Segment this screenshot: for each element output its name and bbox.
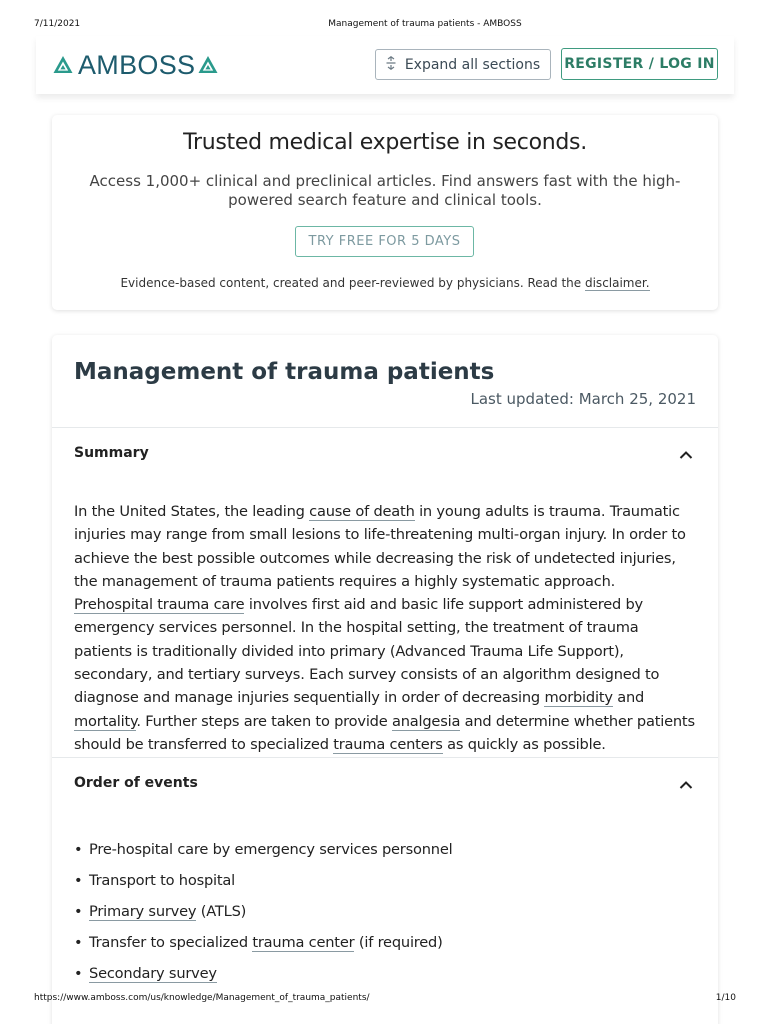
list-item: [74, 902, 696, 933]
promo-note: [52, 276, 718, 290]
text-segment: and: [612, 689, 645, 707]
text-segment: and determine whether patients should be transferred to specialized: [74, 712, 695, 753]
chevron-up-icon[interactable]: [679, 450, 693, 460]
print-header: [0, 19, 768, 31]
text-segment: (ATLS): [196, 903, 247, 920]
article-card: [52, 335, 718, 1024]
expand-all-sections-label: Expand all sections: [404, 56, 541, 73]
promo-title: Trusted medical expertise in seconds.: [183, 130, 587, 155]
logo-wordmark: AMBOSS: [78, 49, 196, 80]
register-login-button[interactable]: REGISTER / LOG IN: [561, 48, 718, 80]
text-segment: Transfer to specialized: [89, 934, 253, 951]
inline-link[interactable]: trauma center: [252, 934, 355, 951]
print-footer: [0, 993, 768, 1005]
promo-card: [52, 115, 718, 310]
chevron-up-icon[interactable]: [679, 780, 693, 790]
list-item: [74, 964, 696, 995]
print-page-number: 1/10: [715, 993, 736, 1003]
text-segment: as quickly as possible.: [442, 735, 606, 753]
list-item: [74, 933, 696, 964]
text-segment: Transport to hospital: [89, 872, 236, 889]
expand-icon: [386, 56, 396, 74]
text-segment: involves first aid and basic life support administered by emergency services personnel. In the hospital setting, the treatment of trauma patients is traditionally divided into primary (Advanced Trauma Life Support), secondary, and tertiary surveys. Each survey consists of an algorithm designed to diagnose and manage injuries sequentially in order of decreasing: [74, 596, 660, 707]
text-segment: Pre-hospital care by emergency services personnel: [89, 841, 453, 858]
last-updated: Last updated: March 25, 2021: [470, 390, 696, 408]
divider: [52, 757, 718, 758]
print-url: https://www.amboss.com/us/knowledge/Management_of_trauma_patients/: [34, 993, 370, 1003]
inline-link[interactable]: Primary survey: [89, 903, 197, 920]
try-free-button[interactable]: TRY FREE FOR 5 DAYS: [295, 226, 474, 257]
inline-link[interactable]: analgesia: [391, 712, 461, 730]
text-segment: . Further steps are taken to provide: [136, 712, 392, 730]
summary-body: [74, 500, 696, 756]
amboss-logo-icon: [197, 54, 219, 76]
print-date: 7/11/2021: [34, 19, 81, 29]
text-segment: in young adults is trauma. Traumatic injuries may range from small lesions to life-threatening multi-organ injury. In order to achieve the best possible outcomes while decreasing the risk of undetected injuries, the management of trauma patients requires a highly systematic approach.: [74, 503, 686, 590]
print-page-title: Management of trauma patients - AMBOSS: [328, 19, 522, 29]
inline-link[interactable]: trauma centers: [333, 735, 443, 753]
text-segment: In the United States, the leading: [74, 503, 310, 520]
disclaimer-link[interactable]: disclaimer.: [584, 276, 650, 290]
expand-all-sections-button[interactable]: [375, 49, 551, 80]
list-item: [74, 840, 696, 871]
text-segment: (if required): [354, 934, 443, 951]
site-header: [36, 36, 734, 94]
amboss-logo[interactable]: [52, 49, 219, 81]
inline-link[interactable]: Prehospital trauma care: [74, 596, 245, 614]
promo-note-text: Evidence-based content, created and peer-reviewed by physicians. Read the: [120, 276, 585, 290]
promo-text: Access 1,000+ clinical and preclinical articles. Find answers fast with the high-powered search feature and clinical tools.: [89, 172, 681, 209]
inline-link[interactable]: morbidity: [544, 689, 613, 707]
inline-link[interactable]: Secondary survey: [89, 965, 217, 982]
inline-link[interactable]: mortality: [74, 712, 137, 730]
order-of-events-heading[interactable]: Order of events: [74, 775, 198, 791]
article-title: Management of trauma patients: [74, 359, 495, 385]
divider: [52, 427, 718, 428]
order-of-events-list: [74, 840, 696, 995]
amboss-logo-icon: [52, 54, 74, 76]
inline-link[interactable]: cause of death: [309, 503, 415, 520]
list-item: [74, 871, 696, 902]
summary-heading[interactable]: Summary: [74, 445, 149, 461]
